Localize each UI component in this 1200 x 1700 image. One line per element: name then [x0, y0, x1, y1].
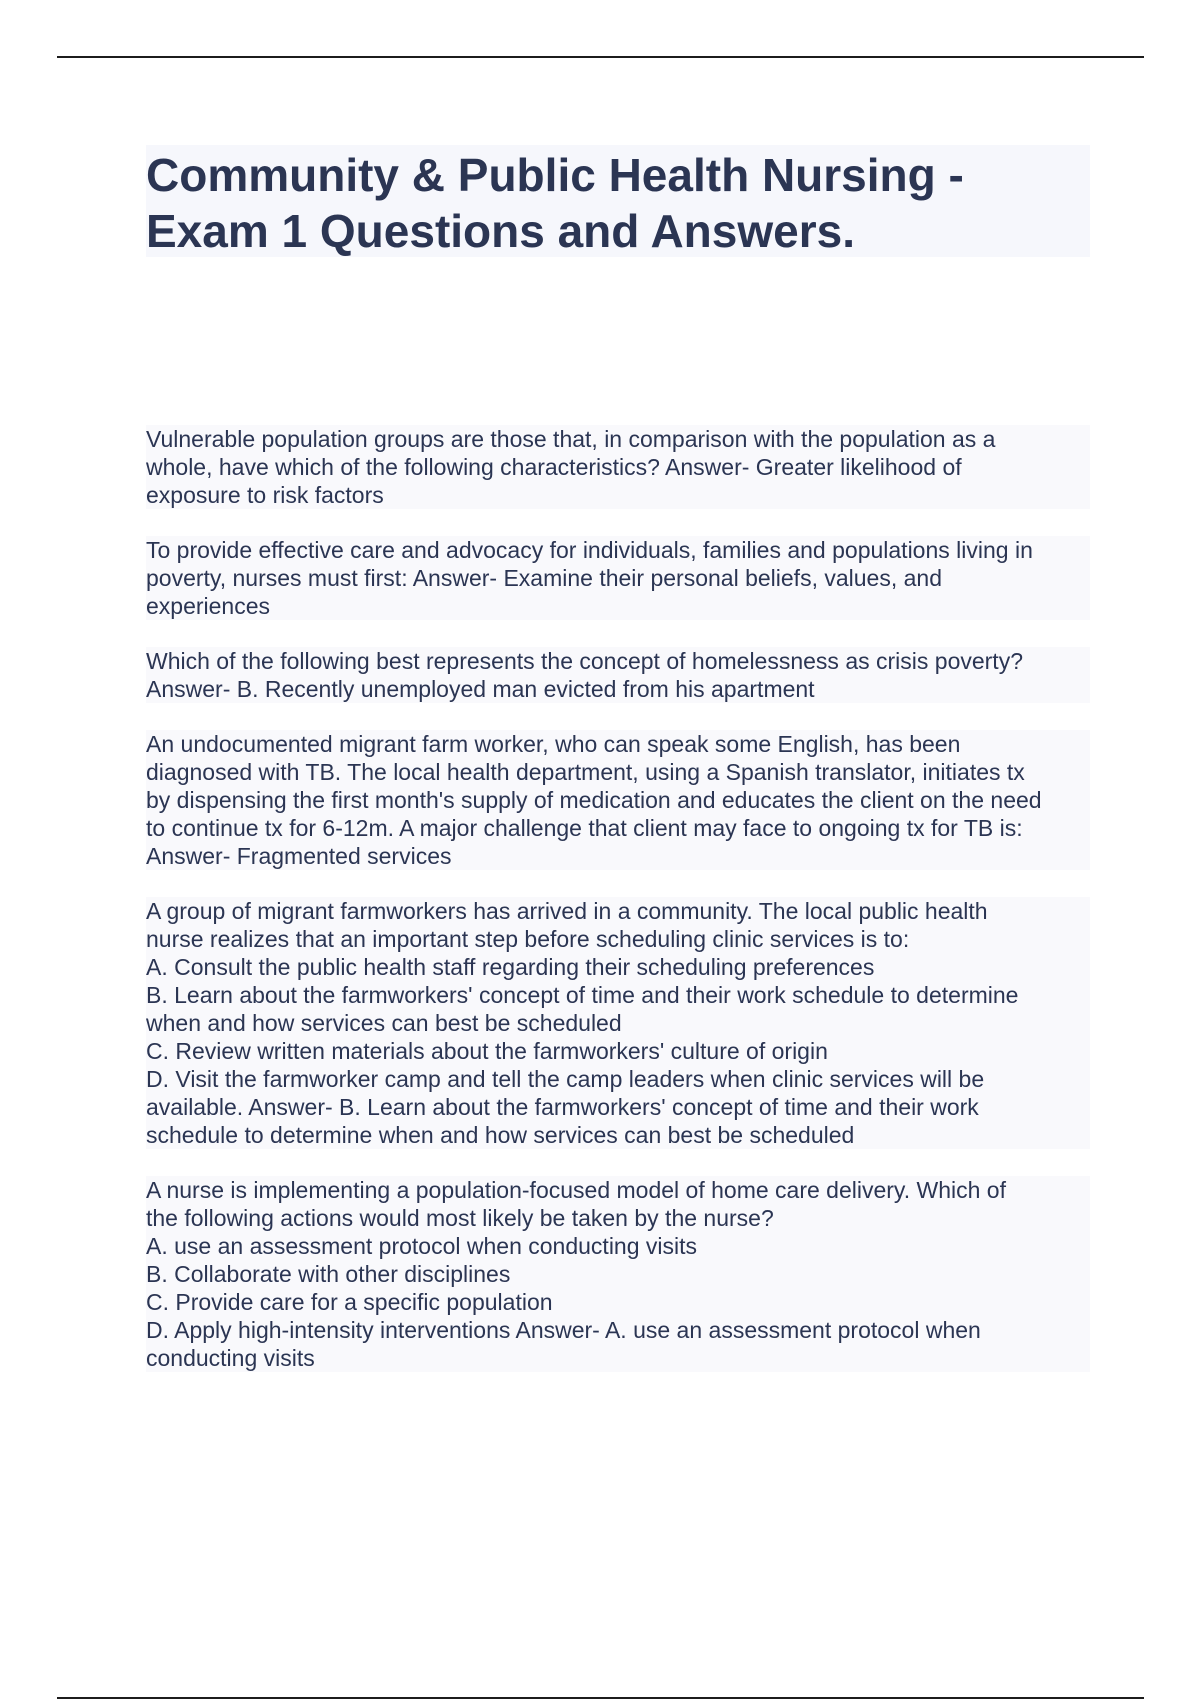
question-line: available. Answer- B. Learn about the farmworkers' concept of time and their work: [146, 1094, 979, 1120]
question-line: exposure to risk factors: [146, 482, 384, 508]
question-line: nurse realizes that an important step before scheduling clinic services is to:: [146, 926, 910, 952]
question-line: whole, have which of the following characteristics? Answer- Greater likelihood of: [146, 454, 962, 480]
question-line: Answer- Fragmented services: [146, 843, 452, 869]
question-item-6: [146, 1176, 1090, 1372]
question-line: A nurse is implementing a population-focused model of home care delivery. Which of: [146, 1177, 1006, 1203]
title-line-1: Community & Public Health Nursing -: [146, 149, 964, 201]
question-line: when and how services can best be scheduled: [146, 1010, 622, 1036]
question-line: C. Provide care for a specific population: [146, 1289, 553, 1315]
question-item-4: [146, 730, 1090, 870]
bottom-divider: [57, 1697, 1144, 1699]
top-divider: [57, 56, 1144, 58]
question-line: diagnosed with TB. The local health department, using a Spanish translator, initiates tx: [146, 759, 1025, 785]
question-line: C. Review written materials about the farmworkers' culture of origin: [146, 1038, 828, 1064]
question-line: B. Collaborate with other disciplines: [146, 1261, 511, 1287]
question-line: Which of the following best represents the concept of homelessness as crisis poverty?: [146, 648, 1023, 674]
question-line: poverty, nurses must first: Answer- Examine their personal beliefs, values, and: [146, 565, 942, 591]
question-item-3: [146, 647, 1090, 703]
question-item-5: [146, 897, 1090, 1149]
question-line: A. use an assessment protocol when conducting visits: [146, 1233, 698, 1259]
question-line: D. Apply high-intensity interventions Answer- A. use an assessment protocol when: [146, 1317, 981, 1343]
question-line: the following actions would most likely be taken by the nurse?: [146, 1205, 774, 1231]
question-line: conducting visits: [146, 1345, 315, 1371]
question-line: Answer- B. Recently unemployed man evicted from his apartment: [146, 676, 815, 702]
question-line: To provide effective care and advocacy for individuals, families and populations living in: [146, 537, 1033, 563]
question-line: D. Visit the farmworker camp and tell the camp leaders when clinic services will be: [146, 1066, 985, 1092]
page-title: [146, 147, 1090, 259]
question-line: Vulnerable population groups are those that, in comparison with the population as a: [146, 426, 996, 452]
question-line: experiences: [146, 593, 271, 619]
question-line: A. Consult the public health staff regarding their scheduling preferences: [146, 954, 875, 980]
question-list: [146, 425, 1090, 1399]
question-item-2: [146, 536, 1090, 620]
question-line: schedule to determine when and how services can best be scheduled: [146, 1122, 855, 1148]
question-line: A group of migrant farmworkers has arrived in a community. The local public health: [146, 898, 988, 924]
question-line: An undocumented migrant farm worker, who can speak some English, has been: [146, 731, 961, 757]
question-line: to continue tx for 6-12m. A major challenge that client may face to ongoing tx for TB is:: [146, 815, 1023, 841]
question-line: B. Learn about the farmworkers' concept of time and their work schedule to determine: [146, 982, 1019, 1008]
question-item-1: [146, 425, 1090, 509]
title-line-2: Exam 1 Questions and Answers.: [146, 205, 855, 257]
question-line: by dispensing the first month's supply of medication and educates the client on the need: [146, 787, 1042, 813]
